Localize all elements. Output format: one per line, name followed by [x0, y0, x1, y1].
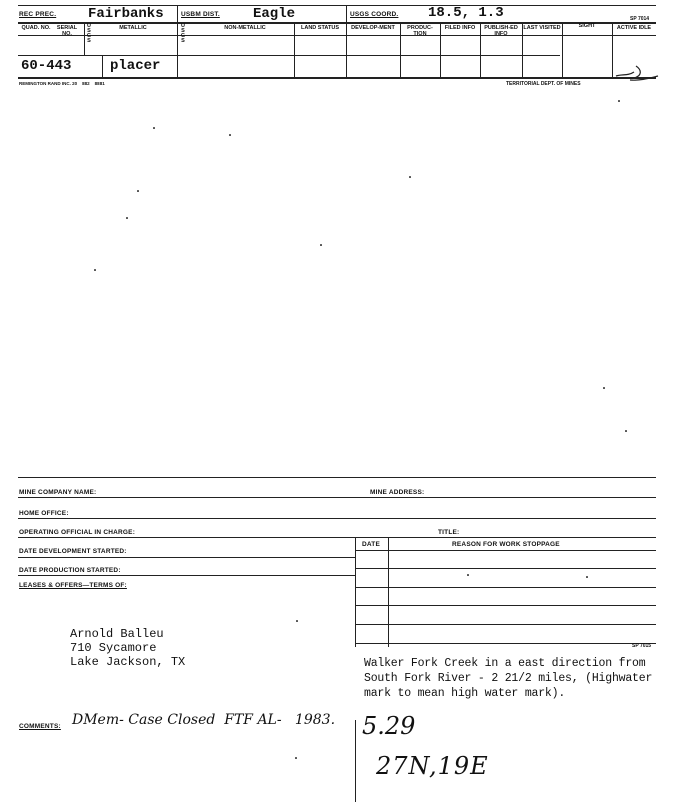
usbm-dist-value: Eagle: [253, 6, 296, 22]
handwritten-note-1: 5.29: [362, 712, 416, 740]
col-development: DEVELOP-MENT: [351, 25, 395, 31]
usbm-dist-label: USBM DIST.: [181, 11, 220, 18]
metallic-value: placer: [110, 58, 161, 74]
home-office-label: HOME OFFICE:: [19, 510, 69, 517]
handwritten-note-2: 27N,19E: [376, 752, 489, 780]
location-description: [364, 656, 652, 701]
usgs-coord-value: 18.5, 1.3: [428, 5, 504, 21]
printer-imprint: REMINGTON RAND INC. 20 882 8881: [19, 81, 105, 86]
date-production-label: DATE PRODUCTION STARTED:: [19, 567, 121, 574]
comments-handwriting: DMem- Case Closed FTF AL- 1983.: [72, 712, 336, 728]
reason-column-label: REASON FOR WORK STOPPAGE: [452, 541, 560, 548]
col-usgs-b: USGS: [180, 23, 186, 44]
location-line-1: Walker Fork Creek in a east direction from: [364, 657, 646, 670]
form-number-bottom: SP 7015: [632, 643, 652, 649]
col-serial-no: SERIAL NO.: [56, 25, 78, 37]
quad-serial-value: 60-443: [21, 58, 72, 74]
col-published-info: PUBLISH-ED INFO: [484, 25, 518, 37]
comments-label: COMMENTS:: [19, 723, 61, 730]
territorial-dept: TERRITORIAL DEPT. OF MINES: [506, 81, 581, 87]
mine-company-label: MINE COMPANY NAME:: [19, 489, 97, 496]
rec-prec-value: Fairbanks: [88, 6, 164, 22]
location-line-2: South Fork River - 2 21/2 miles, (Highwater: [364, 672, 653, 685]
mine-address-label: MINE ADDRESS:: [370, 489, 425, 496]
form-number-top: SP 7014: [630, 16, 650, 22]
address-line-2: 710 Sycamore: [70, 641, 157, 655]
date-column-label: DATE: [362, 541, 381, 548]
leases-label: LEASES & OFFERS—TERMS OF:: [19, 582, 127, 589]
col-quad-no: QUAD. NO.: [21, 25, 51, 31]
owner-address: [70, 627, 185, 669]
address-line-1: Arnold Balleu: [70, 627, 164, 641]
col-usgs-a: USGS: [86, 23, 92, 44]
date-development-label: DATE DEVELOPMENT STARTED:: [19, 548, 127, 555]
col-last-visited: LAST VISITED: [523, 25, 561, 31]
col-non-metallic: NON-METALLIC: [224, 25, 266, 31]
col-active-idle: ACTIVE IDLE: [616, 25, 652, 31]
col-metallic: METALLIC: [119, 25, 147, 31]
col-production: PRODUC-TION: [407, 25, 433, 37]
location-line-3: mark to mean high water mark).: [364, 687, 566, 700]
col-sight: SIGHT: [578, 23, 596, 29]
rec-prec-label: REC PREC.: [19, 11, 57, 18]
col-filed-info: FILED INFO: [444, 25, 476, 31]
usgs-coord-label: USGS COORD.: [350, 11, 399, 18]
title-label: TITLE:: [438, 529, 460, 536]
address-line-3: Lake Jackson, TX: [70, 655, 186, 669]
check-mark-icon: [612, 62, 662, 88]
col-land-status: LAND STATUS: [301, 25, 339, 31]
operating-official-label: OPERATING OFFICIAL IN CHARGE:: [19, 529, 136, 536]
